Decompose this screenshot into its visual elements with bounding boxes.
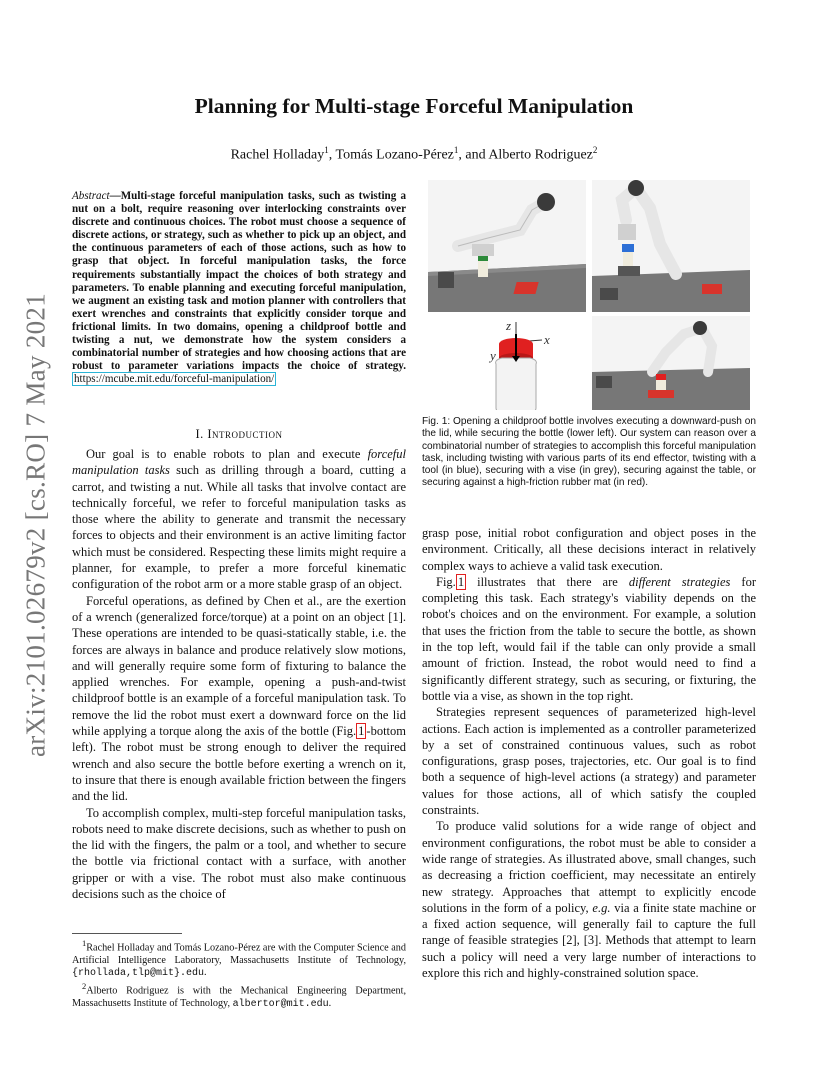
right-column-body bbox=[422, 525, 756, 981]
text-run: such as drilling through a board, cutting a carrot, and twisting a nut. While all tasks that involve contact are technically forceful, we refer to forceful manipulation tasks as those where the ability to generate and transmit the necessary forces to objects and their environment is an active limiting factor which must be considered. Respecting these limits might require a planner, for example, to prefer a more forceful kinematic configuration of the robot arm or a more stable grasp of an object. bbox=[72, 463, 406, 592]
photo-vise-secure bbox=[592, 180, 750, 312]
text-run: . bbox=[328, 997, 332, 1009]
abstract bbox=[72, 190, 406, 386]
intro-paragraph-6 bbox=[422, 818, 756, 981]
intro-paragraph-3-cont: grasp pose, initial robot configuration and object poses in the environment. Critically, all these decisions interact in relatively complex ways to achieve a valid task execution. bbox=[422, 526, 756, 573]
figure-ref-link[interactable]: 1 bbox=[358, 724, 365, 739]
footnote-1 bbox=[72, 937, 406, 980]
paper-title: Planning for Multi-stage Forceful Manipulation bbox=[194, 94, 634, 118]
email: {rhollada,tlp@mit}.edu bbox=[72, 967, 205, 979]
text-run: -bottom left). The robot must be strong enough to deliver the required wrench and also secure the bottle before exerting a wrench on it, to insure that there is enough available friction between the fingers and the lid. bbox=[72, 724, 406, 804]
text-run: . bbox=[204, 966, 207, 978]
footnote-mark: 2 bbox=[82, 981, 87, 992]
text-run: Forceful operations, as defined by Chen et al., are the exertion of a wrench (generalized force/torque) at a point on an object [1]. These operations are intended to be quasi-statically stable, i.e. the forces are always in balance and produce relatively slow motions, and will generally require some form of fixturing to balance the applied wrenches. For example, opening a push-and-twist childproof bottle is an example of a forceful manipulation task. To remove the lid the robot must exert a downward force on the lid while applying a torque along the axis of the bottle (Fig. bbox=[72, 593, 406, 739]
footnote-2 bbox=[72, 980, 406, 1011]
axis-x-label: x bbox=[544, 332, 550, 347]
axis-y-label: y bbox=[490, 348, 496, 363]
photo-table-secure bbox=[428, 180, 586, 312]
project-link[interactable]: https://mcube.mit.edu/forceful-manipulation/ bbox=[74, 373, 275, 386]
author-3: and Alberto Rodriguez bbox=[465, 147, 593, 163]
figure-ref-link[interactable]: 1 bbox=[457, 574, 465, 589]
author-1-affil: 1 bbox=[324, 145, 329, 155]
axis-z-label: z bbox=[506, 318, 512, 333]
footnote-mark: 1 bbox=[82, 938, 87, 948]
author-2: Tomás Lozano-Pérez bbox=[335, 147, 454, 163]
text-run: for completing this task. Each strategy's viability depends on the robot's choices and on the environment. For example, a solution that uses the friction from the table to secure the bottle, as shown in the top left, would fail if the table can only provide a small amount of friction. Instead, the robot would need to find a significantly different strategy, such as securing, or fixturing, the bottle via a vise, as shown in the top right. bbox=[422, 574, 757, 703]
intro-paragraph-2 bbox=[72, 593, 406, 805]
abstract-dash: — bbox=[109, 190, 121, 202]
abstract-label: Abstract bbox=[72, 190, 110, 202]
abstract-text: Multi-stage forceful manipulation tasks, such as twisting a nut on a bolt, require reasoning over interlocking constraints over discrete and continuous choices. The robot must choose a sequence of discrete actions, or strategy, such as whether to pick up an object, and the continuous parameters of each of those actions, such as how to grasp that object. In forceful manipulation tasks, the force requirements substantially impact the choices of both strategy and parameters. To enable planning and executing forceful manipulation, we augment an existing task and motion planner with controllers that exert wrenches and constraints that explicitly consider torque and frictional limits. In two domains, opening a childproof bottle and twisting a nut, we demonstrate how the system considers a combinatorial number of strategies and how choosing actions that are robust to parameter variations impacts the choice of strategy. bbox=[72, 190, 406, 373]
author-1: Rachel Holladay bbox=[230, 147, 325, 163]
email: albertor@mit.edu bbox=[232, 998, 329, 1010]
figure-1-graphic bbox=[428, 180, 752, 410]
bottle-schematic bbox=[488, 318, 550, 410]
emphasis: different strategies bbox=[628, 574, 731, 589]
text-run: illustrates that there are bbox=[466, 574, 629, 589]
author-3-affil: 2 bbox=[592, 145, 598, 155]
text-run: Alberto Rodriguez is with the Mechanical Engineering Department, Massachusetts Institute of Technology, bbox=[72, 985, 406, 1009]
section-title: Introduction bbox=[207, 427, 283, 441]
author-list: Rachel Holladay$^1$, Tomás Lozano-Pérez$^1$, and Alberto Rodriguez$^2$ bbox=[230, 145, 598, 163]
arxiv-sidebar bbox=[14, 290, 58, 760]
text-run: Fig. bbox=[436, 574, 456, 589]
footnote-rule bbox=[72, 933, 182, 934]
author-2-affil: 1 bbox=[453, 145, 459, 155]
text-run: Rachel Holladay and Tomás Lozano-Pérez are with the Computer Science and Artificial Intelligence Laboratory, Massachusetts Institute of Technology, bbox=[72, 942, 406, 966]
section-heading bbox=[72, 427, 406, 442]
intro-paragraph-3: To accomplish complex, multi-step forceful manipulation tasks, robots need to make discrete decisions, such as whether to push on the lid with the fingers, the palm or a tool, and whether to secure the bottle via frictional contact with a surface, with another gripper or with a vise. The robot must also make continuous decisions such as the choice of bbox=[72, 805, 406, 902]
left-column-body bbox=[72, 446, 406, 902]
text-run: To produce valid solutions for a wide range of object and environment configurations, the robot must be able to consider a wide range of strategies. As illustrated above, small changes, such as decreasing a friction coefficient, may necessitate an entirely new strategy. Approaches that attempt to explicitly encode solutions in the form of a policy, bbox=[422, 819, 756, 915]
emphasis: forceful manipulation tasks bbox=[72, 447, 406, 478]
figure-1 bbox=[428, 180, 752, 410]
section-number: I. bbox=[195, 427, 204, 441]
text-run: via a finite state machine or a fixed action sequence, will generally fail to capture the full range of feasible strategies [2], [3]. Methods that attempt to learn such a policy will need a very large number of interactions to explore this rich and highly-constrained solution space. bbox=[422, 900, 756, 981]
figure-1-caption: Fig. 1: Opening a childproof bottle involves executing a downward-push on the lid, while securing the bottle (lower left). Our system can reason over a combinatorial number of strategies to accomplish this forceful manipulation task, including twisting with various parts of its end effector, twisting with a tool (in blue), securing with a vise (in grey), securing against the table, or securing against a high-friction rubber mat (in red). bbox=[422, 416, 756, 489]
intro-paragraph-4 bbox=[422, 574, 756, 704]
arxiv-id: arXiv:2101.02679v2 [cs.RO] 7 May 2021 bbox=[20, 292, 51, 758]
intro-paragraph-1 bbox=[72, 446, 406, 593]
intro-paragraph-5: Strategies represent sequences of parameterized high-level actions. Each action is implemented as a controller parameterized by a set of constrained continuous values, such as robot configurations, grasp poses, trajectories, etc. Our goal is to find both a sequence of high-level actions (a strategy) and parameter values for those actions, all of which satisfy the coupled constraints. bbox=[422, 705, 756, 818]
text-run: Our goal is to enable robots to plan and execute bbox=[86, 447, 368, 461]
photo-mat-secure bbox=[592, 316, 750, 410]
footnotes bbox=[72, 933, 406, 1011]
emphasis: e.g. bbox=[592, 900, 611, 915]
